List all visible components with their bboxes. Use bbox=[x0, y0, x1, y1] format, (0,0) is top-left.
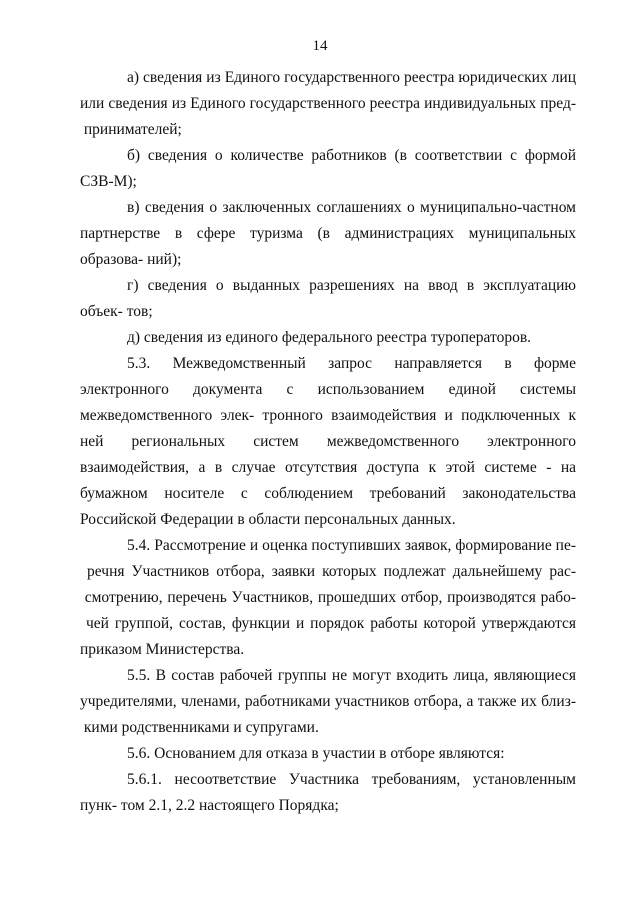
paragraph-d-tour-operators: д) сведения из единого федерального реестра туроператоров. bbox=[127, 329, 532, 346]
paragraph-5-3: 5.3. Межведомственный запрос направляется в форме электронного документа с использованием единой системы межведомственного элек- тронного взаимодействия и подключенных к ней региональных систем межведомственного электронного взаимодействия, а в случае отсутствия доступа к этой системе - на бумажном носителе с соблюдением требований законодательства Российской Федерации в области персональных данных. bbox=[80, 355, 576, 528]
paragraph-a-legal-entities: а) сведения из Единого государственного реестра юридических лиц или сведения из Единого государственного реестра индивидуальных пред- принимателей; bbox=[80, 69, 576, 138]
page-number: 14 bbox=[312, 38, 328, 54]
paragraph-b-employees: б) сведения о количестве работников (в соответствии с формой СЗВ-М); bbox=[80, 147, 576, 190]
paragraph-g-permits: г) сведения о выданных разрешениях на ввод в эксплуатацию объек- тов; bbox=[80, 277, 576, 320]
paragraph-5-6: 5.6. Основанием для отказа в участии в отборе являются: bbox=[127, 745, 505, 762]
paragraph-5-4: 5.4. Рассмотрение и оценка поступивших заявок, формирование пе- речня Участников отбора, заявки которых подлежат дальнейшему рас- смотрению, перечень Участников, прошедших отбор, производятся рабо- чей группой, состав, функции и порядок работы которой утверждаются приказом Министерства. bbox=[80, 537, 576, 658]
document-body bbox=[80, 65, 576, 819]
paragraph-5-6-1: 5.6.1. несоответствие Участника требованиям, установленным пунк- том 2.1, 2.2 настоящего Порядка; bbox=[80, 771, 576, 814]
paragraph-v-agreements: в) сведения о заключенных соглашениях о муниципально-частном партнерстве в сфере туризма (в администрациях муниципальных образова- ний); bbox=[80, 199, 576, 268]
paragraph-5-5: 5.5. В состав рабочей группы не могут входить лица, являющиеся учредителями, членами, работниками участников отбора, а также их близ- кими родственниками и супругами. bbox=[80, 667, 576, 736]
